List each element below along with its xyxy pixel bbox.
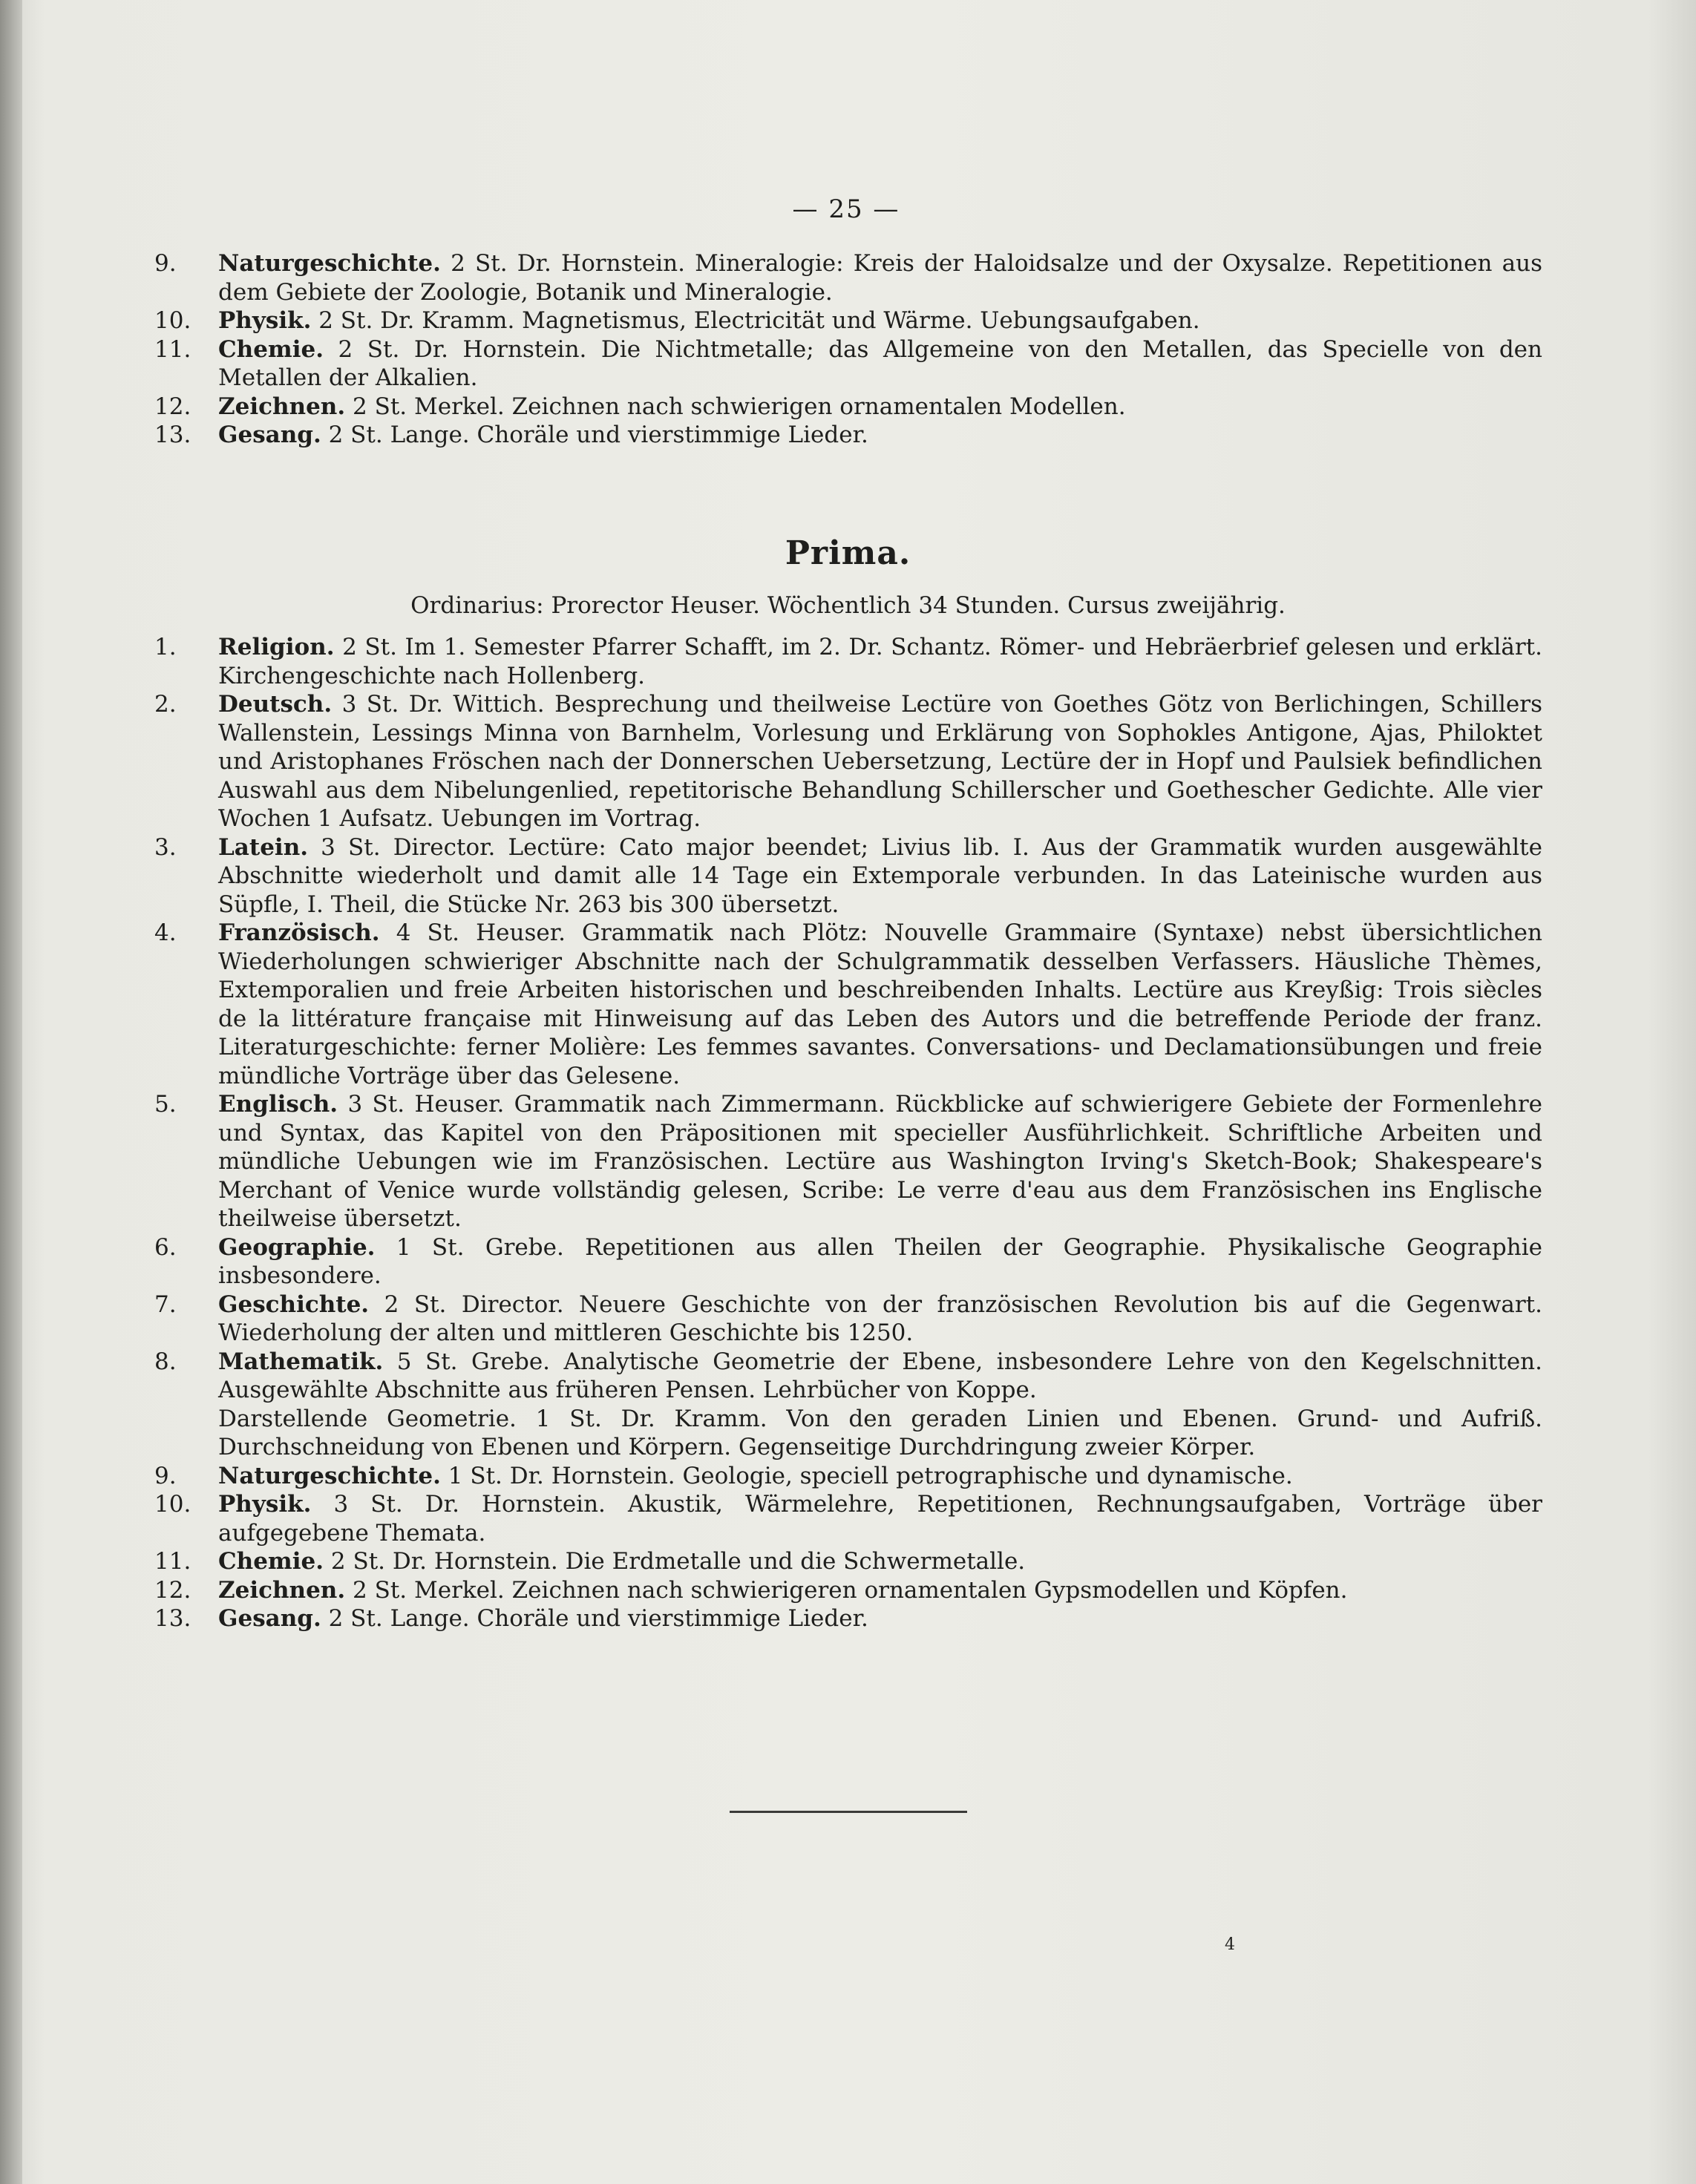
list-item [154,833,1542,919]
item-number: 3. [154,833,177,861]
list-item [154,421,1542,450]
item-number: 9. [154,250,177,277]
item-number: 6. [154,1233,177,1261]
item-text: 3 St. Heuser. Grammatik nach Zimmermann. Rückblicke auf schwierigere Gebiete der Formenlehre und Syntax, das Kapitel von den Präpositionen mit specieller Ausführlichkeit. Schriftliche Arbeiten und mündliche Uebungen wie im Französischen. Lectüre aus Washington Irving's Sketch-Book; Shakespeare's Merchant of Venice wurde vollständig gelesen, Scribe: Le verre d'eau aus dem Französischen ins Englische theilweise übersetzt. [218,1091,1543,1232]
item-number: 2. [154,691,177,718]
list-item [154,306,1542,335]
item-number: 4. [154,919,177,946]
item-text: 3 St. Director. Lectüre: Cato major beendet; Livius lib. I. Aus der Grammatik wurden ausgewählte Abschnitte wiederholt und damit alle 14 Tage ein Extemporale verbunden. In das Lateinische wurden aus Süpfle, I. Theil, die Stücke Nr. 263 bis 300 übersetzt. [218,833,1542,918]
item-number: 11. [154,1548,191,1575]
prima-subject-list [154,633,1542,1633]
item-number: 12. [154,393,191,420]
list-item [154,1233,1542,1291]
subject-heading: Zeichnen. [218,393,346,420]
ordinarius-line: Ordinarius: Prorector Heuser. Wöchentlich 34 Stunden. Cursus zweijährig. [410,592,1286,619]
item-number: 12. [154,1576,191,1604]
list-item [154,1462,1542,1491]
item-number: 10. [154,307,191,334]
subject-heading: Deutsch. [218,691,333,718]
item-text: 4 St. Heuser. Grammatik nach Plötz: Nouvelle Grammaire (Syntaxe) nebst übersichtlichen Wiederholungen schwieriger Abschnitte nach der Schulgrammatik desselben Verfassers. Häusliche Thèmes, Extemporalien und freie Arbeiten historischen und beschreibenden Inhalts. Lectüre aus Kreyßig: Trois siècles de la littérature française mit Hinweisung auf das Leben des Autors und die betreffende Periode der franz. Literaturgeschichte: ferner Molière: Les femmes savantes. Conversations- und Declamationsübungen und freie mündliche Vorträge über das Gelesene. [218,919,1542,1089]
subject-heading: Physik. [218,307,312,334]
list-item [154,1291,1542,1348]
list-item-continuation [154,1405,1542,1462]
list-item [154,1576,1542,1605]
list-item [154,249,1542,306]
subject-heading: Naturgeschichte. [218,250,441,277]
item-text: 2 St. Dr. Hornstein. Die Erdmetalle und die Schwermetalle. [330,1548,1026,1575]
list-item [154,393,1542,422]
item-number: 9. [154,1462,177,1489]
list-item [154,1348,1542,1405]
item-text: 2 St. Lange. Choräle und vierstimmige Lieder. [328,1605,868,1632]
item-text: 2 St. Merkel. Zeichnen nach schwierigeren ornamentalen Gypsmodellen und Köpfen. [353,1576,1348,1604]
sekunda-subject-list [154,249,1542,450]
list-item [154,690,1542,833]
item-text: 2 St. Merkel. Zeichnen nach schwierigen ornamentalen Modellen. [353,393,1126,420]
item-text: 1 St. Grebe. Repetitionen aus allen Theilen der Geographie. Physikalische Geographie insbesondere. [218,1233,1542,1289]
item-text: 2 St. Im 1. Semester Pfarrer Schafft, im 2. Dr. Schantz. Römer- und Hebräerbrief gelesen und erklärt. Kirchengeschichte nach Hollenberg. [218,634,1542,689]
subject-heading: Zeichnen. [218,1576,346,1604]
item-text: 3 St. Dr. Wittich. Besprechung und theilweise Lectüre von Goethes Götz von Berlichingen, Schillers Wallenstein, Lessings Minna von Barnhelm, Vorlesung und Erklärung von Sophokles Antigone, Ajas, Philoktet und Aristophanes Fröschen nach der Donnerschen Uebersetzung, Lectüre der in Hopf und Paulsiek befindlichen Auswahl aus dem Nibelungenlied, repetitorische Behandlung Schillerscher und Goethescher Gedichte. Alle vier Wochen 1 Aufsatz. Uebungen im Vortrag. [218,691,1542,832]
item-number: 8. [154,1348,177,1375]
subject-heading: Englisch. [218,1091,338,1118]
item-number: 1. [154,634,177,660]
list-item [154,1490,1542,1547]
item-text: 3 St. Dr. Hornstein. Akustik, Wärmelehre, Repetitionen, Rechnungsaufgaben, Vorträge über aufgegebene Themata. [218,1491,1542,1547]
list-item [154,633,1542,690]
item-number: 7. [154,1291,177,1318]
subject-heading: Gesang. [218,1605,321,1632]
subject-heading: Geographie. [218,1233,376,1261]
subject-heading: Latein. [218,833,309,861]
subject-heading: Mathematik. [218,1348,384,1375]
item-text: Darstellende Geometrie. 1 St. Dr. Kramm. Von den geraden Linien und Ebenen. Grund- und Aufriß. Durchschneidung von Ebenen und Körpern. Gegenseitige Durchdringung zweier Körper. [218,1405,1542,1460]
item-text: 5 St. Grebe. Analytische Geometrie der Ebene, insbesondere Lehre von den Kegelschnitten. Ausgewählte Abschnitte aus früheren Pensen. Lehrbücher von Koppe. [218,1348,1542,1403]
item-text: 2 St. Dr. Hornstein. Die Nichtmetalle; das Allgemeine von den Metallen, das Specielle von den Metallen der Alkalien. [218,335,1542,391]
section-title: Prima. [785,534,911,572]
subject-heading: Religion. [218,634,335,660]
item-text: 1 St. Dr. Hornstein. Geologie, speciell petrographische und dynamische. [448,1462,1293,1489]
closing-rule [730,1811,967,1813]
subject-heading: Naturgeschichte. [218,1462,441,1489]
item-text: 2 St. Director. Neuere Geschichte von der französischen Revolution bis auf die Gegenwart. Wiederholung der alten und mittleren Geschichte bis 1250. [218,1291,1542,1346]
item-number: 11. [154,335,191,363]
item-text: 2 St. Dr. Hornstein. Mineralogie: Kreis der Haloidsalze und der Oxysalze. Repetitionen aus dem Gebiete der Zoologie, Botanik und Mineralogie. [218,250,1542,306]
item-number: 13. [154,1605,191,1632]
subject-heading: Gesang. [218,422,321,448]
signature-mark: 4 [1225,1935,1235,1954]
subject-heading: Französisch. [218,919,380,946]
item-number: 13. [154,422,191,448]
item-text: 2 St. Dr. Kramm. Magnetismus, Electricität und Wärme. Uebungsaufgaben. [318,307,1200,334]
list-item [154,335,1542,393]
subject-heading: Chemie. [218,1548,324,1575]
subject-heading: Geschichte. [218,1291,370,1318]
list-item [154,1604,1542,1633]
subject-heading: Chemie. [218,335,324,363]
item-number: 5. [154,1091,177,1118]
list-item [154,1090,1542,1233]
item-number: 10. [154,1491,191,1518]
item-text: 2 St. Lange. Choräle und vierstimmige Lieder. [328,422,868,448]
list-item [154,1547,1542,1576]
subject-heading: Physik. [218,1491,312,1518]
list-item [154,919,1542,1090]
binding-shadow [0,0,22,2184]
page-number: — 25 — [792,194,900,224]
